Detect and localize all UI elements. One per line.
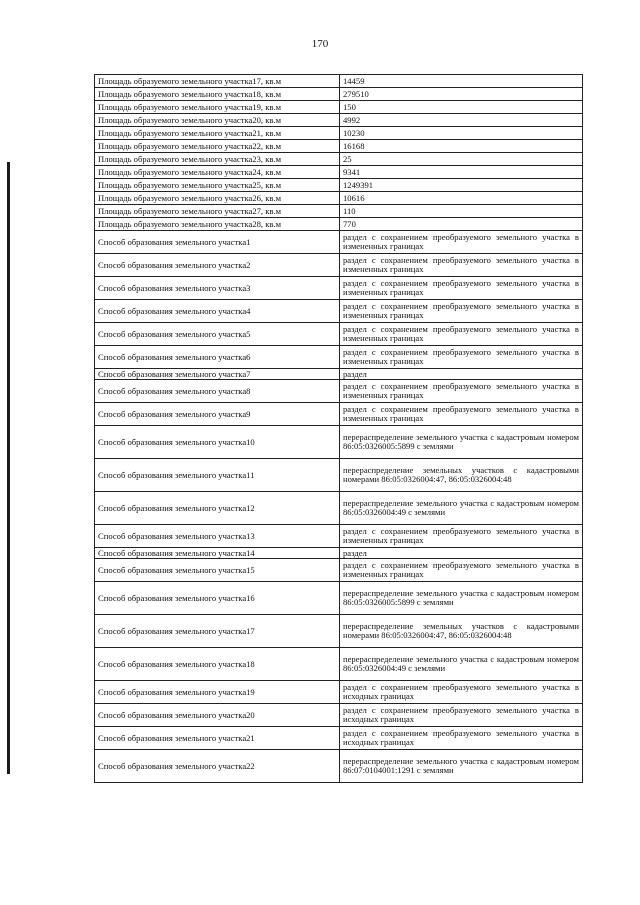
row-value: раздел с сохранением преобразуемого земельного участка в измененных границах	[340, 277, 583, 300]
method-row	[95, 380, 583, 403]
method-row	[95, 323, 583, 346]
method-row	[95, 750, 583, 783]
area-row	[95, 88, 583, 101]
row-value: раздел с сохранением преобразуемого земельного участка в измененных границах	[340, 254, 583, 277]
row-label: Способ образования земельного участка18	[95, 648, 340, 681]
row-label: Способ образования земельного участка2	[95, 254, 340, 277]
row-label: Способ образования земельного участка20	[95, 704, 340, 727]
row-label: Способ образования земельного участка22	[95, 750, 340, 783]
row-label: Способ образования земельного участка3	[95, 277, 340, 300]
method-row	[95, 254, 583, 277]
row-label: Способ образования земельного участка1	[95, 231, 340, 254]
row-label: Способ образования земельного участка15	[95, 559, 340, 582]
method-row	[95, 615, 583, 648]
row-label: Способ образования земельного участка10	[95, 426, 340, 459]
method-row	[95, 548, 583, 559]
row-value: перераспределение земельных участков с кадастровыми номерами 86:05:0326004:47, 86:05:0326004:48	[340, 615, 583, 648]
row-value: 150	[340, 101, 583, 114]
row-value: перераспределение земельных участков с кадастровыми номерами 86:05:0326004:47, 86:05:0326004:48	[340, 459, 583, 492]
table-body	[95, 75, 583, 783]
row-value: раздел с сохранением преобразуемого земельного участка в исходных границах	[340, 727, 583, 750]
area-row	[95, 205, 583, 218]
row-value: 4992	[340, 114, 583, 127]
method-row	[95, 231, 583, 254]
method-row	[95, 346, 583, 369]
row-label: Способ образования земельного участка13	[95, 525, 340, 548]
row-value: раздел с сохранением преобразуемого земельного участка в измененных границах	[340, 380, 583, 403]
row-label: Способ образования земельного участка19	[95, 681, 340, 704]
row-value: раздел с сохранением преобразуемого земельного участка в измененных границах	[340, 403, 583, 426]
row-label: Площадь образуемого земельного участка17, кв.м	[95, 75, 340, 88]
method-row	[95, 426, 583, 459]
row-value: раздел с сохранением преобразуемого земельного участка в измененных границах	[340, 559, 583, 582]
method-row	[95, 582, 583, 615]
row-label: Способ образования земельного участка9	[95, 403, 340, 426]
row-label: Площадь образуемого земельного участка23, кв.м	[95, 153, 340, 166]
area-row	[95, 166, 583, 179]
row-label: Площадь образуемого земельного участка20, кв.м	[95, 114, 340, 127]
row-value: 9341	[340, 166, 583, 179]
row-value: 770	[340, 218, 583, 231]
row-label: Площадь образуемого земельного участка27, кв.м	[95, 205, 340, 218]
method-row	[95, 559, 583, 582]
margin-bar	[7, 162, 10, 774]
row-label: Способ образования земельного участка14	[95, 548, 340, 559]
row-label: Способ образования земельного участка8	[95, 380, 340, 403]
row-label: Способ образования земельного участка12	[95, 492, 340, 525]
method-row	[95, 681, 583, 704]
area-row	[95, 179, 583, 192]
row-label: Площадь образуемого земельного участка26, кв.м	[95, 192, 340, 205]
row-label: Способ образования земельного участка5	[95, 323, 340, 346]
area-row	[95, 140, 583, 153]
method-row	[95, 369, 583, 380]
method-row	[95, 648, 583, 681]
row-label: Способ образования земельного участка21	[95, 727, 340, 750]
row-label: Площадь образуемого земельного участка28, кв.м	[95, 218, 340, 231]
row-value: перераспределение земельного участка с кадастровым номером 86:05:0326004:49 с землями	[340, 492, 583, 525]
row-label: Площадь образуемого земельного участка21, кв.м	[95, 127, 340, 140]
area-row	[95, 218, 583, 231]
row-value: раздел	[340, 548, 583, 559]
row-value: 10230	[340, 127, 583, 140]
row-value: раздел с сохранением преобразуемого земельного участка в измененных границах	[340, 346, 583, 369]
area-row	[95, 153, 583, 166]
row-value: раздел с сохранением преобразуемого земельного участка в измененных границах	[340, 323, 583, 346]
row-value: 1249391	[340, 179, 583, 192]
method-row	[95, 300, 583, 323]
area-row	[95, 192, 583, 205]
row-label: Способ образования земельного участка16	[95, 582, 340, 615]
row-value: раздел с сохранением преобразуемого земельного участка в измененных границах	[340, 231, 583, 254]
row-value: перераспределение земельного участка с кадастровым номером 86:05:0326005:5899 с землями	[340, 426, 583, 459]
row-value: 110	[340, 205, 583, 218]
area-row	[95, 75, 583, 88]
row-value: 25	[340, 153, 583, 166]
row-label: Способ образования земельного участка17	[95, 615, 340, 648]
row-value: 16168	[340, 140, 583, 153]
row-label: Способ образования земельного участка6	[95, 346, 340, 369]
row-value: перераспределение земельного участка с кадастровым номером 86:05:0326004:49 с землями	[340, 648, 583, 681]
row-label: Площадь образуемого земельного участка22, кв.м	[95, 140, 340, 153]
row-value: 14459	[340, 75, 583, 88]
row-label: Площадь образуемого земельного участка18, кв.м	[95, 88, 340, 101]
row-label: Способ образования земельного участка4	[95, 300, 340, 323]
row-value: раздел	[340, 369, 583, 380]
row-value: перераспределение земельного участка с кадастровым номером 86:05:0326005:5899 с землями	[340, 582, 583, 615]
method-row	[95, 525, 583, 548]
row-value: перераспределение земельного участка с кадастровым номером 86:07:0104001:1291 с землями	[340, 750, 583, 783]
method-row	[95, 704, 583, 727]
area-row	[95, 101, 583, 114]
row-label: Площадь образуемого земельного участка19, кв.м	[95, 101, 340, 114]
row-value: раздел с сохранением преобразуемого земельного участка в измененных границах	[340, 525, 583, 548]
method-row	[95, 459, 583, 492]
page-number: 170	[311, 38, 329, 50]
area-row	[95, 127, 583, 140]
row-value: раздел с сохранением преобразуемого земельного участка в измененных границах	[340, 300, 583, 323]
method-row	[95, 492, 583, 525]
area-row	[95, 114, 583, 127]
method-row	[95, 403, 583, 426]
row-value: 10616	[340, 192, 583, 205]
method-row	[95, 277, 583, 300]
land-parcel-table	[94, 74, 583, 783]
row-value: раздел с сохранением преобразуемого земельного участка в исходных границах	[340, 704, 583, 727]
row-value: раздел с сохранением преобразуемого земельного участка в исходных границах	[340, 681, 583, 704]
row-label: Площадь образуемого земельного участка24, кв.м	[95, 166, 340, 179]
row-value: 279510	[340, 88, 583, 101]
row-label: Площадь образуемого земельного участка25, кв.м	[95, 179, 340, 192]
row-label: Способ образования земельного участка7	[95, 369, 340, 380]
method-row	[95, 727, 583, 750]
row-label: Способ образования земельного участка11	[95, 459, 340, 492]
